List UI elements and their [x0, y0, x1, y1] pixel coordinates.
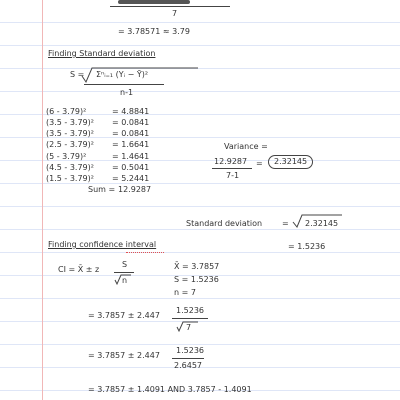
- dev-row-value: = 0.0841: [112, 118, 150, 127]
- ci-step2-den: 2.6457: [174, 361, 202, 370]
- dev-row-expr: (6 - 3.79)²: [46, 107, 87, 116]
- dev-row-value: = 1.6641: [112, 140, 150, 149]
- mean-denominator: 7: [172, 9, 178, 18]
- dev-row-expr: (3.5 - 3.79)²: [46, 118, 94, 127]
- std-formula-bar: [84, 84, 164, 85]
- ci-heading: Finding confidence interval: [48, 240, 157, 249]
- dev-row-value: = 1.4641: [112, 152, 150, 161]
- ci-heading-underline: [126, 252, 164, 253]
- margin-line: [42, 0, 43, 400]
- std-result: = 1.5236: [288, 242, 326, 251]
- ci-step2-prefix: = 3.7857 ± 2.447: [88, 351, 160, 360]
- ci-step2-bar: [172, 358, 204, 359]
- variance-denominator: 7-1: [226, 171, 240, 180]
- s-value: S = 1.5236: [174, 275, 219, 284]
- ci-step1-prefix: = 3.7857 ± 2.447: [88, 311, 160, 320]
- std-label: Standard deviation: [186, 219, 263, 228]
- ci-step3: = 3.7857 ± 1.4091 AND 3.7857 - 1.4091: [88, 385, 252, 394]
- xbar-value: X̄ = 3.7857: [174, 262, 220, 271]
- ci-formula-lhs: CI = X̄ ± z: [58, 265, 100, 274]
- std-equals: =: [282, 219, 289, 228]
- dev-row-expr: (5 - 3.79)²: [46, 152, 87, 161]
- variance-label: Variance =: [224, 142, 268, 151]
- scribbled-text: [118, 0, 190, 4]
- fraction-bar: [110, 6, 230, 7]
- variance-fraction-bar: [212, 168, 252, 169]
- variance-result-box: 2.32145: [268, 155, 313, 169]
- variance-numerator: 12.9287: [214, 157, 248, 166]
- std-formula-body: Σⁿᵢ₌₁ (Yᵢ − Ȳ)²: [96, 70, 149, 79]
- sum-label: Sum =: [88, 185, 116, 194]
- std-radicand: 2.32145: [305, 219, 339, 228]
- dev-row-expr: (4.5 - 3.79)²: [46, 163, 94, 172]
- ci-step2-num: 1.5236: [176, 346, 204, 355]
- mean-result: = 3.78571 ≈ 3.79: [118, 27, 190, 36]
- std-heading: Finding Standard deviation: [48, 49, 156, 58]
- dev-row-expr: (3.5 - 3.79)²: [46, 129, 94, 138]
- ci-step1-bar: [172, 318, 208, 319]
- dev-row-value: = 5.2441: [112, 174, 150, 183]
- ci-step1-den: 7: [186, 323, 192, 332]
- dev-row-expr: (1.5 - 3.79)²: [46, 174, 94, 183]
- dev-row-value: = 4.8841: [112, 107, 150, 116]
- dev-row-expr: (2.5 - 3.79)²: [46, 140, 94, 149]
- ci-step1-num: 1.5236: [176, 306, 204, 315]
- dev-row-value: = 0.0841: [112, 129, 150, 138]
- ci-formula-den: n: [122, 276, 128, 285]
- std-formula-prefix: S =: [70, 70, 85, 79]
- n-value: n = 7: [174, 288, 196, 297]
- ci-formula-bar: [114, 272, 134, 273]
- dev-row-value: = 0.5041: [112, 163, 150, 172]
- std-formula-denominator: n-1: [120, 88, 134, 97]
- variance-equals: =: [256, 159, 263, 168]
- ci-formula-num: S: [122, 260, 128, 269]
- sum-value: 12.9287: [118, 185, 152, 194]
